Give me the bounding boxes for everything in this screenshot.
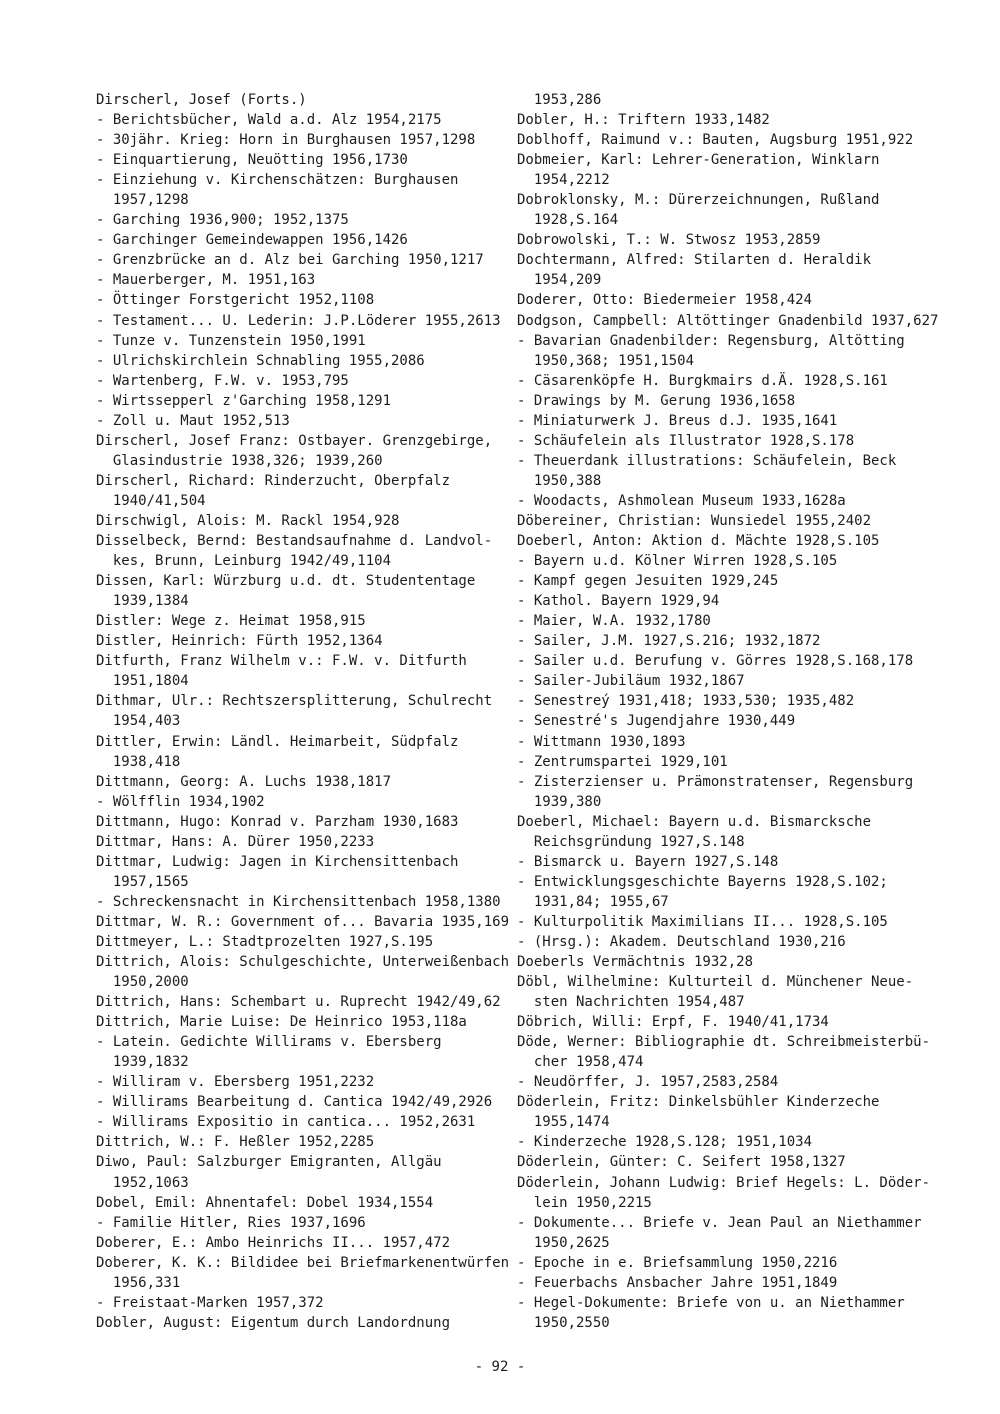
- index-entry-line: Doeberls Vermächtnis 1932,28: [517, 954, 754, 971]
- index-entry-line: - Freistaat-Marken 1957,372: [96, 1294, 324, 1311]
- index-entry-line: Dobler, H.: Triftern 1933,1482: [517, 112, 770, 129]
- index-entry-line: Döderlein, Johann Ludwig: Brief Hegels: L. Döder-: [517, 1174, 931, 1191]
- index-entry-line: - Berichtsbücher, Wald a.d. Alz 1954,2175: [96, 112, 442, 129]
- index-entry-line: - Woodacts, Ashmolean Museum 1933,1628a: [517, 492, 846, 509]
- index-entry-line: 1940/41,504: [96, 492, 206, 509]
- index-entry-line: 1928,S.164: [517, 212, 619, 229]
- index-entry-line: Dittmar, W. R.: Government of... Bavaria 1935,169: [96, 913, 510, 930]
- index-entry-line: - Dokumente... Briefe v. Jean Paul an Niethammer: [517, 1214, 922, 1231]
- index-entry-line: - Bayern u.d. Kölner Wirren 1928,S.105: [517, 553, 838, 570]
- index-entry-line: - 30jähr. Krieg: Horn in Burghausen 1957,1298: [96, 132, 476, 149]
- index-entry-line: 1950,2000: [96, 974, 189, 991]
- index-entry-line: 1952,1063: [96, 1174, 189, 1191]
- index-entry-line: - Willirams Bearbeitung d. Cantica 1942/49,2926: [96, 1094, 493, 1111]
- index-entry-line: - Ulrichskirchlein Schnabling 1955,2086: [96, 352, 425, 369]
- index-entry-line: - Zentrumspartei 1929,101: [517, 753, 728, 770]
- index-entry-line: - Feuerbachs Ansbacher Jahre 1951,1849: [517, 1274, 838, 1291]
- index-entry-line: 1957,1565: [96, 873, 189, 890]
- index-entry-line: 1956,331: [96, 1274, 181, 1291]
- index-entry-line: - Sailer u.d. Berufung v. Görres 1928,S.168,178: [517, 653, 914, 670]
- index-entry-line: Glasindustrie 1938,326; 1939,260: [96, 452, 383, 469]
- index-entry-line: Dirscherl, Josef Franz: Ostbayer. Grenzgebirge,: [96, 432, 493, 449]
- index-entry-line: Dittrich, Hans: Schembart u. Ruprecht 1942/49,62: [96, 994, 501, 1011]
- index-entry-line: 1939,1384: [96, 593, 189, 610]
- index-entry-line: 1954,209: [517, 272, 602, 289]
- index-entry-line: Reichsgründung 1927,S.148: [517, 833, 745, 850]
- index-entry-line: Dirscherl, Richard: Rinderzucht, Oberpfalz: [96, 472, 451, 489]
- index-entry-line: Dirscherl, Josef (Forts.): [96, 92, 307, 108]
- index-entry-line: Döderlein, Günter: C. Seifert 1958,1327: [517, 1154, 846, 1171]
- index-entry-line: 1950,2550: [517, 1314, 610, 1331]
- index-entry-line: Dittmar, Hans: A. Dürer 1950,2233: [96, 833, 375, 850]
- index-entry-line: - Schäufelein als Illustrator 1928,S.178: [517, 432, 855, 449]
- index-entry-line: Döbereiner, Christian: Wunsiedel 1955,2402: [517, 512, 872, 529]
- index-entry-line: - Einquartierung, Neuötting 1956,1730: [96, 152, 408, 169]
- index-entry-line: Ditfurth, Franz Wilhelm v.: F.W. v. Ditfurth: [96, 653, 467, 670]
- index-entry-line: - Wittmann 1930,1893: [517, 733, 686, 750]
- index-entry-line: 1950,388: [517, 472, 602, 489]
- index-entry-line: - Drawings by M. Gerung 1936,1658: [517, 392, 796, 409]
- index-entry-line: 1950,368; 1951,1504: [517, 352, 695, 369]
- index-entry-line: - Familie Hitler, Ries 1937,1696: [96, 1214, 366, 1231]
- index-entry-line: - Latein. Gedichte Willirams v. Ebersberg: [96, 1034, 442, 1051]
- index-entry-line: Döderlein, Fritz: Dinkelsbühler Kinderzeche: [517, 1094, 880, 1111]
- index-entry-line: Dobroklonsky, M.: Dürerzeichnungen, Rußland: [517, 192, 880, 209]
- index-entry-line: - Einziehung v. Kirchenschätzen: Burghausen: [96, 172, 459, 189]
- index-entry-line: Dittmann, Georg: A. Luchs 1938,1817: [96, 773, 392, 790]
- index-entry-line: 1938,418: [96, 753, 181, 770]
- index-entry-line: - Tunze v. Tunzenstein 1950,1991: [96, 332, 366, 349]
- index-entry-line: - Wartenberg, F.W. v. 1953,795: [96, 372, 349, 389]
- index-entry-line: Doblhoff, Raimund v.: Bauten, Augsburg 1951,922: [517, 132, 914, 149]
- index-entry-line: Döbl, Wilhelmine: Kulturteil d. Münchener Neue-: [517, 974, 914, 991]
- index-entry-line: - Senestreý 1931,418; 1933,530; 1935,482: [517, 693, 855, 710]
- index-entry-line: - Willirams Expositio in cantica... 1952,2631: [96, 1114, 476, 1131]
- index-entry-line: 1950,2625: [517, 1234, 610, 1251]
- index-entry-line: - Williram v. Ebersberg 1951,2232: [96, 1074, 375, 1091]
- index-entry-line: - Bavarian Gnadenbilder: Regensburg, Altötting: [517, 332, 905, 349]
- index-entry-line: - Miniaturwerk J. Breus d.J. 1935,1641: [517, 412, 838, 429]
- right-column: [517, 90, 939, 1333]
- index-entry-line: Dirschwigl, Alois: M. Rackl 1954,928: [96, 512, 400, 529]
- index-entry-line: - Garching 1936,900; 1952,1375: [96, 212, 349, 229]
- index-entry-line: - Öttinger Forstgericht 1952,1108: [96, 292, 375, 309]
- index-entry-line: Dobmeier, Karl: Lehrer-Generation, Winklarn: [517, 152, 880, 169]
- index-entry-line: Distler: Wege z. Heimat 1958,915: [96, 613, 366, 630]
- index-entry-line: 1954,403: [96, 713, 181, 730]
- index-entry-line: Dochtermann, Alfred: Stilarten d. Heraldik: [517, 252, 872, 269]
- index-entry-line: Dittrich, Alois: Schulgeschichte, Unterweißenbach: [96, 954, 510, 971]
- index-entry-line: - Zoll u. Maut 1952,513: [96, 412, 290, 429]
- index-entry-line: Dobler, August: Eigentum durch Landordnung: [96, 1314, 451, 1331]
- index-entry-line: - Hegel-Dokumente: Briefe von u. an Niethammer: [517, 1294, 905, 1311]
- index-entry-line: - Kathol. Bayern 1929,94: [517, 593, 720, 610]
- index-entry-line: Dittrich, W.: F. Heßler 1952,2285: [96, 1134, 375, 1151]
- index-entry-line: - Sailer-Jubiläum 1932,1867: [517, 673, 745, 690]
- index-entry-line: 1955,1474: [517, 1114, 610, 1131]
- index-entry-line: - Grenzbrücke an d. Alz bei Garching 1950,1217: [96, 252, 484, 269]
- index-entry-line: - Bismarck u. Bayern 1927,S.148: [517, 853, 779, 870]
- index-entry-line: Dobrowolski, T.: W. Stwosz 1953,2859: [517, 232, 821, 249]
- index-entry-line: Disselbeck, Bernd: Bestandsaufnahme d. Landvol-: [96, 533, 493, 550]
- index-entry-line: - (Hrsg.): Akadem. Deutschland 1930,216: [517, 933, 846, 950]
- index-entry-line: - Neudörffer, J. 1957,2583,2584: [517, 1074, 779, 1091]
- index-entry-line: Döde, Werner: Bibliographie dt. Schreibmeisterbü-: [517, 1034, 931, 1051]
- index-entry-line: - Epoche in e. Briefsammlung 1950,2216: [517, 1254, 838, 1271]
- index-entry-line: Doberer, E.: Ambo Heinrichs II... 1957,472: [96, 1234, 451, 1251]
- index-entry-line: - Kampf gegen Jesuiten 1929,245: [517, 573, 779, 590]
- index-entry-line: Doberer, K. K.: Bildidee bei Briefmarkenentwürfen: [96, 1254, 510, 1271]
- index-entry-line: - Entwicklungsgeschichte Bayerns 1928,S.102;: [517, 873, 888, 890]
- index-entry-line: - Cäsarenköpfe H. Burgkmairs d.Ä. 1928,S.161: [517, 372, 888, 389]
- index-entry-line: - Wölfflin 1934,1902: [96, 793, 265, 810]
- index-entry-line: 1939,1832: [96, 1054, 189, 1071]
- index-entry-line: 1931,84; 1955,67: [517, 893, 669, 910]
- index-entry-line: 1951,1804: [96, 673, 189, 690]
- index-entry-line: sten Nachrichten 1954,487: [517, 994, 745, 1011]
- index-entry-line: Dittrich, Marie Luise: De Heinrico 1953,118a: [96, 1014, 467, 1031]
- index-entry-line: Diwo, Paul: Salzburger Emigranten, Allgäu: [96, 1154, 442, 1171]
- index-entry-line: Doderer, Otto: Biedermeier 1958,424: [517, 292, 813, 309]
- index-entry-line: - Kinderzeche 1928,S.128; 1951,1034: [517, 1134, 813, 1151]
- index-entry-line: 1953,286: [517, 92, 602, 108]
- index-entry-line: - Senestré's Jugendjahre 1930,449: [517, 713, 796, 730]
- index-entry-line: 1957,1298: [96, 192, 189, 209]
- index-entry-line: Dobel, Emil: Ahnentafel: Dobel 1934,1554: [96, 1194, 434, 1211]
- index-entry-line: Dittler, Erwin: Ländl. Heimarbeit, Südpfalz: [96, 733, 459, 750]
- index-entry-line: Dodgson, Campbell: Altöttinger Gnadenbild 1937,627: [517, 312, 939, 329]
- index-entry-line: - Mauerberger, M. 1951,163: [96, 272, 316, 289]
- index-entry-line: Dithmar, Ulr.: Rechtszersplitterung, Schulrecht: [96, 693, 493, 710]
- index-entry-line: cher 1958,474: [517, 1054, 644, 1071]
- index-entry-line: - Wirtssepperl z'Garching 1958,1291: [96, 392, 392, 409]
- index-entry-line: - Testament... U. Lederin: J.P.Löderer 1955,2613: [96, 312, 501, 329]
- index-entry-line: 1939,380: [517, 793, 602, 810]
- index-entry-line: - Garchinger Gemeindewappen 1956,1426: [96, 232, 408, 249]
- index-entry-line: Dissen, Karl: Würzburg u.d. dt. Studententage: [96, 573, 476, 590]
- index-entry-line: Dittmar, Ludwig: Jagen in Kirchensittenbach: [96, 853, 459, 870]
- index-entry-line: Distler, Heinrich: Fürth 1952,1364: [96, 633, 383, 650]
- index-entry-line: Doeberl, Michael: Bayern u.d. Bismarcksche: [517, 813, 872, 830]
- index-entry-line: kes, Brunn, Leinburg 1942/49,1104: [96, 553, 392, 570]
- index-entry-line: Dittmeyer, L.: Stadtprozelten 1927,S.195: [96, 933, 434, 950]
- index-entry-line: lein 1950,2215: [517, 1194, 652, 1211]
- index-entry-line: - Maier, W.A. 1932,1780: [517, 613, 711, 630]
- left-column: [96, 90, 510, 1333]
- index-entry-line: Dittmann, Hugo: Konrad v. Parzham 1930,1683: [96, 813, 459, 830]
- index-entry-line: 1954,2212: [517, 172, 610, 189]
- index-entry-line: - Sailer, J.M. 1927,S.216; 1932,1872: [517, 633, 821, 650]
- index-entry-line: - Zisterzienser u. Prämonstratenser, Regensburg: [517, 773, 914, 790]
- index-entry-line: Doeberl, Anton: Aktion d. Mächte 1928,S.105: [517, 533, 880, 550]
- index-entry-line: - Schreckensnacht in Kirchensittenbach 1958,1380: [96, 893, 501, 910]
- page-number: - 92 -: [474, 1359, 526, 1375]
- index-entry-line: Döbrich, Willi: Erpf, F. 1940/41,1734: [517, 1014, 829, 1031]
- index-entry-line: - Theuerdank illustrations: Schäufelein, Beck: [517, 452, 897, 469]
- index-entry-line: - Kulturpolitik Maximilians II... 1928,S.105: [517, 913, 888, 930]
